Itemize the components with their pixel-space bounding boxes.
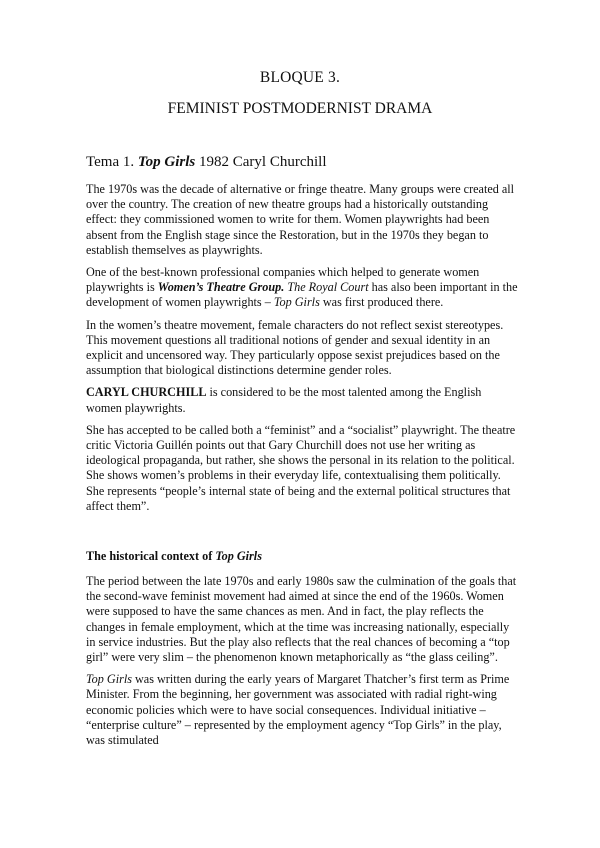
p2-royal-court: The Royal Court (287, 280, 369, 295)
p7-text: was written during the early years of Margaret Thatcher’s first term as Prime Minister. From the beginning, her government was associated with radial right-wing economic policies which were to have social consequences. Individual initiative – “enterprise culture” – represented by the employment agency “Top Girls” in the play, was stimulated (86, 672, 510, 748)
p2-text-g: was first produced there. (319, 295, 444, 310)
p2-text-e: has also been important in the development of women playwrights – (86, 280, 518, 310)
paragraph-6: The period between the late 1970s and early 1980s saw the culmination of the goals that the second-wave feminist movement had aimed at since the end of the 1960s. Women were supposed to have the same chances as men. And in fact, the play reflects the changes in female employment, which at the time was increasing nationally, especially in service industries. But the play also reflects that the real chances of becoming a “top girl” were very slim – the phenomenon known metaphorically as “the glass ceiling”. (86, 574, 517, 665)
document-title-line-1: BLOQUE 3. (259, 69, 341, 86)
p2-play-title: Top Girls (273, 295, 320, 310)
p7-play-title: Top Girls (86, 672, 132, 687)
p2-text-a: One of the best-known professional companies which helped to generate women playwrights is (86, 265, 480, 295)
document-title-line-2: FEMINIST POSTMODERNIST DRAMA (167, 100, 433, 117)
p2-company-name: Women’s Theatre Group. (157, 280, 285, 295)
section-play-title: Top Girls (137, 154, 196, 170)
section-prefix: Tema 1. (86, 154, 138, 170)
subheading-play-title: Top Girls (215, 549, 262, 564)
subheading-historical-context (86, 549, 518, 564)
section-heading (86, 153, 518, 171)
paragraph-1: The 1970s was the decade of alternative or fringe theatre. Many groups were created all over the country. The creation of new theatre groups had a historically outstanding effect: they commissioned women to write for them. Women playwrights had been absent from the English stage since the Restoration, but in the 1970s they began to establish themselves as playwrights. (86, 182, 515, 257)
document-body (86, 153, 518, 755)
p4-author-name: CARYL CHURCHILL (86, 385, 207, 400)
subheading-text: The historical context of (86, 549, 216, 564)
paragraph-2 (86, 265, 518, 311)
p4-text: is considered to be the most talented among the English women playwrights. (86, 385, 482, 415)
paragraph-7 (86, 672, 518, 748)
section-suffix: 1982 Caryl Churchill (195, 154, 327, 170)
paragraph-4 (86, 385, 518, 415)
paragraph-5: She has accepted to be called both a “feminist” and a “socialist” playwright. The theatre critic Victoria Guillén points out that Gary Churchill does not use her writing as ideological propaganda, but rather, she shows the personal in its relation to the political. She shows women’s problems in their everyday life, contextualising them politically. She represents “people’s internal state of being and the external political structures that affect them”. (86, 422, 516, 513)
paragraph-3: In the women’s theatre movement, female characters do not reflect sexist stereotypes. This movement questions all traditional notions of gender and sexual identity in an explicit and uncensored way. They particularly oppose sexist prejudices based on the assumption that biological distinctions determine gender roles. (86, 317, 504, 378)
